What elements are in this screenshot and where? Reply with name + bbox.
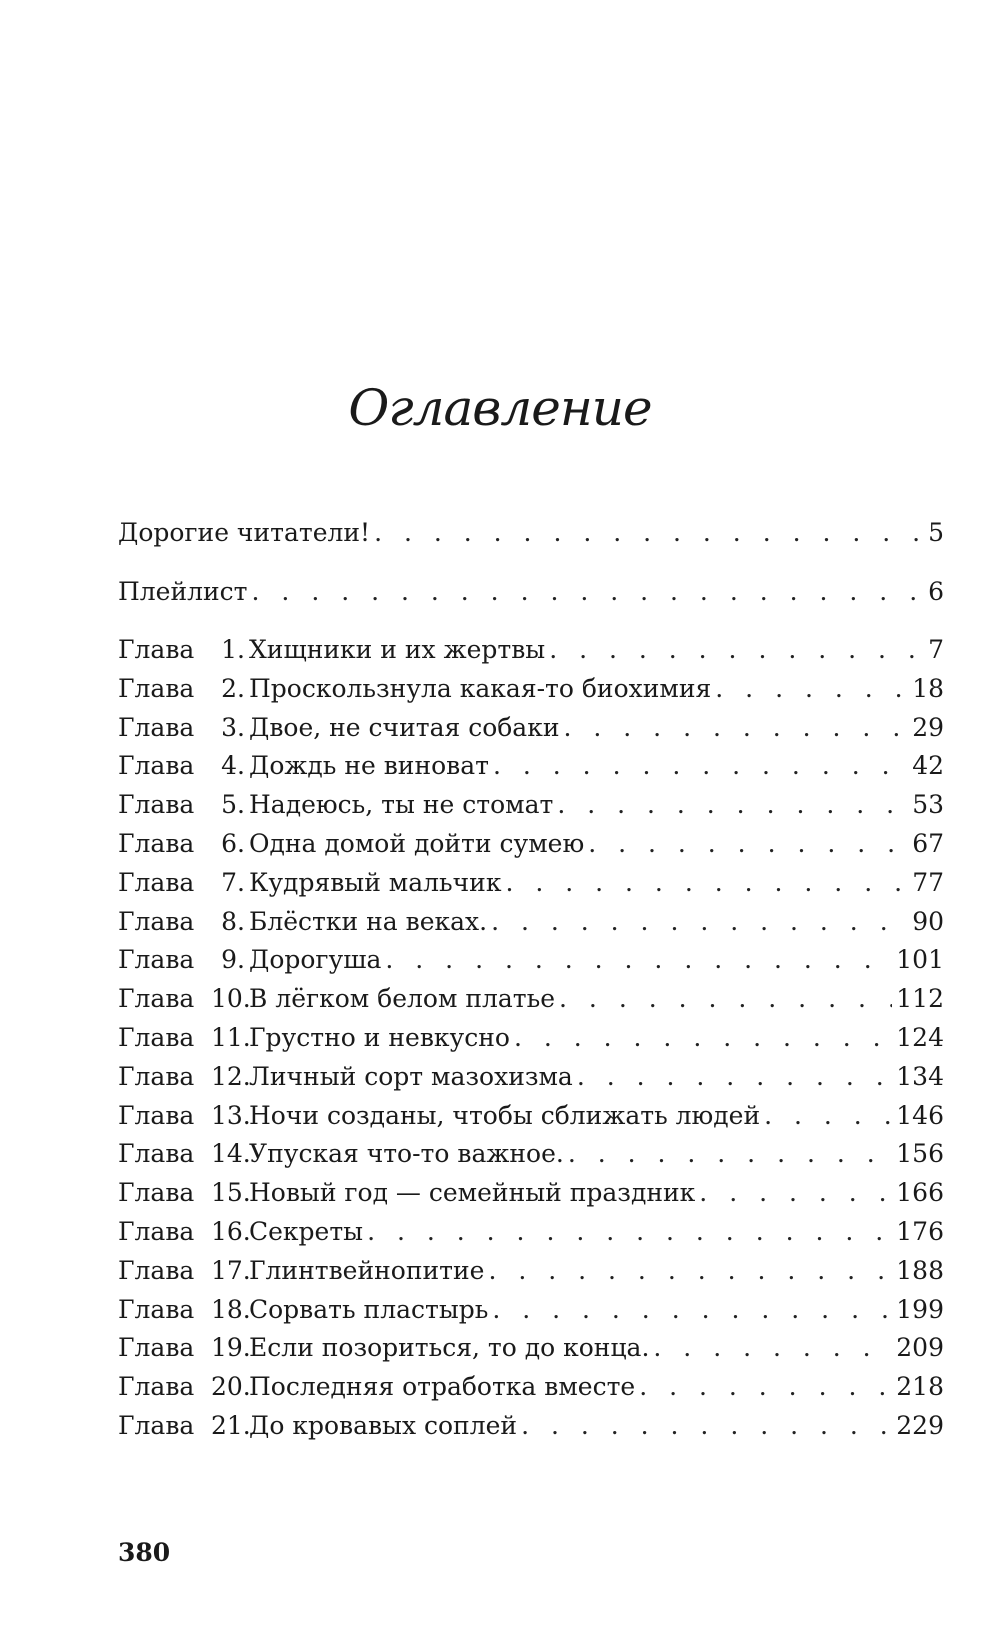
chapter-title: Двое, не считая собаки [249, 712, 560, 742]
chapter-label: Глава [118, 712, 195, 742]
chapter-page: 67 [912, 829, 944, 858]
chapter-title: Проскользнула какая-то биохимия [249, 673, 712, 703]
chapter-title: Ночи созданы, чтобы сближать людей [249, 1100, 761, 1130]
chapter-page: 112 [896, 984, 944, 1014]
chapter-number: 14. [211, 1139, 251, 1169]
chapter-page: 166 [896, 1178, 944, 1208]
toc-chapter-row [118, 1057, 944, 1097]
toc-chapter-row [118, 1251, 944, 1291]
dot-leader [564, 708, 909, 748]
chapter-title: Последняя отработка вместе [249, 1372, 636, 1402]
dot-leader [559, 979, 892, 1019]
toc-chapter-row [118, 708, 944, 748]
dot-leader [588, 824, 908, 864]
chapter-number: 2. [221, 673, 245, 703]
toc-chapter-row [118, 1406, 944, 1446]
chapter-title: Кудрявый мальчик [249, 867, 502, 897]
chapter-label: Глава [118, 1333, 195, 1363]
dot-leader [385, 940, 892, 980]
chapter-page: 29 [912, 712, 944, 742]
chapter-title: Глинтвейнопитие [249, 1255, 485, 1285]
toc-entry-dear-readers [118, 513, 944, 553]
chapter-number: 13. [211, 1100, 251, 1130]
dot-leader [374, 513, 924, 553]
chapter-number: 1. [221, 635, 245, 664]
chapter-number: 4. [221, 751, 245, 781]
chapter-page: 146 [896, 1100, 944, 1130]
chapter-number: 6. [221, 829, 245, 858]
chapter-page: 53 [912, 790, 944, 820]
chapter-title: Блёстки на веках. [249, 906, 488, 936]
chapter-label: Глава [118, 1372, 195, 1402]
chapter-number: 5. [221, 790, 245, 820]
chapter-title: Дождь не виноват [249, 751, 489, 781]
chapter-label: Глава [118, 829, 195, 858]
chapter-page: 188 [896, 1255, 944, 1285]
chapter-label: Глава [118, 1023, 195, 1052]
chapter-title: До кровавых соплей [249, 1411, 518, 1440]
toc-chapter-row [118, 1096, 944, 1136]
chapter-page: 7 [928, 635, 944, 664]
toc-chapter-row [118, 1173, 944, 1213]
chapter-page: 77 [912, 867, 944, 897]
chapter-page: 134 [896, 1061, 944, 1091]
chapter-label: Глава [118, 1139, 195, 1169]
toc-chapter-row [118, 746, 944, 786]
dot-leader [639, 1367, 892, 1407]
dot-leader [252, 572, 925, 612]
chapter-label: Глава [118, 673, 195, 703]
toc-entry-page: 6 [928, 577, 944, 606]
dot-leader [491, 902, 908, 942]
chapter-page: 101 [896, 945, 944, 975]
dot-leader [492, 1290, 892, 1330]
chapter-label: Глава [118, 1255, 195, 1285]
chapter-page: 90 [912, 906, 944, 936]
chapter-label: Глава [118, 1061, 195, 1091]
chapter-label: Глава [118, 1178, 195, 1208]
dot-leader [488, 1251, 892, 1291]
chapter-page: 218 [896, 1372, 944, 1402]
toc-entry-playlist [118, 572, 944, 612]
chapter-number: 11. [211, 1023, 251, 1052]
chapter-number: 9. [221, 945, 245, 975]
toc-chapter-row [118, 630, 944, 670]
chapter-title: Личный сорт мазохизма [249, 1061, 573, 1091]
toc-chapter-row [118, 979, 944, 1019]
chapter-title: Одна домой дойти сумею [249, 829, 585, 858]
chapter-label: Глава [118, 635, 195, 664]
chapter-title: В лёгком белом платье [249, 984, 556, 1014]
dot-leader [549, 630, 924, 670]
chapter-label: Глава [118, 751, 195, 781]
chapter-number: 12. [211, 1061, 251, 1091]
chapter-page: 124 [896, 1023, 944, 1052]
toc-chapter-row [118, 902, 944, 942]
chapter-label: Глава [118, 790, 195, 820]
chapter-page: 209 [896, 1333, 944, 1363]
chapter-title: Новый год — семейный праздник [249, 1178, 696, 1208]
chapter-title: Надеюсь, ты не стомат [249, 790, 554, 820]
chapter-number: 8. [221, 906, 245, 936]
chapter-number: 15. [211, 1178, 251, 1208]
page-number: 380 [118, 1538, 171, 1567]
dot-leader [505, 863, 908, 903]
chapter-page: 156 [896, 1139, 944, 1169]
chapter-label: Глава [118, 867, 195, 897]
toc-entry-page: 5 [928, 518, 944, 547]
chapter-page: 199 [896, 1294, 944, 1324]
toc-chapter-row [118, 1212, 944, 1252]
toc-chapter-row [118, 1328, 944, 1368]
chapter-page: 229 [896, 1411, 944, 1440]
chapter-number: 21. [211, 1411, 251, 1440]
chapter-label: Глава [118, 906, 195, 936]
chapter-label: Глава [118, 1100, 195, 1130]
chapter-title: Дорогуша [249, 945, 382, 975]
dot-leader [715, 669, 908, 709]
dot-leader [493, 746, 908, 786]
chapter-number: 7. [221, 867, 245, 897]
chapter-title: Грустно и невкусно [249, 1023, 510, 1052]
dot-leader [577, 1057, 892, 1097]
chapter-title: Упуская что-то важное. [249, 1139, 564, 1169]
chapter-number: 3. [221, 712, 245, 742]
dot-leader [557, 785, 908, 825]
chapter-label: Глава [118, 984, 195, 1014]
chapter-page: 18 [912, 673, 944, 703]
chapter-label: Глава [118, 1294, 195, 1324]
toc-entry-title: Дорогие читатели! [118, 518, 371, 547]
chapter-title: Если позориться, то до конца. [249, 1333, 650, 1363]
chapter-label: Глава [118, 1217, 195, 1246]
toc-entry-title: Плейлист [118, 577, 248, 606]
chapter-number: 20. [211, 1372, 251, 1402]
chapter-number: 18. [211, 1294, 251, 1324]
toc-chapter-row [118, 1367, 944, 1407]
dot-leader [367, 1212, 892, 1252]
chapter-title: Сорвать пластырь [249, 1294, 489, 1324]
dot-leader [764, 1096, 892, 1136]
chapter-number: 19. [211, 1333, 251, 1363]
chapter-page: 42 [912, 751, 944, 781]
chapter-title: Хищники и их жертвы [249, 635, 546, 664]
toc-chapter-row [118, 669, 944, 709]
toc-chapter-row [118, 940, 944, 980]
page-title: Оглавление [348, 379, 652, 437]
dot-leader [699, 1173, 892, 1213]
chapter-number: 17. [211, 1255, 251, 1285]
chapter-label: Глава [118, 1411, 195, 1440]
dot-leader [568, 1134, 892, 1174]
toc-chapter-row [118, 1290, 944, 1330]
toc-chapter-row [118, 824, 944, 864]
toc-chapter-row [118, 785, 944, 825]
toc-chapter-row [118, 1134, 944, 1174]
dot-leader [521, 1406, 892, 1446]
chapter-page: 176 [896, 1217, 944, 1246]
toc-chapter-row [118, 1018, 944, 1058]
chapter-number: 10. [211, 984, 251, 1014]
chapter-title: Секреты [249, 1217, 364, 1246]
toc-chapter-row [118, 863, 944, 903]
dot-leader [653, 1328, 892, 1368]
chapter-label: Глава [118, 945, 195, 975]
dot-leader [514, 1018, 892, 1058]
chapter-number: 16. [211, 1217, 251, 1246]
